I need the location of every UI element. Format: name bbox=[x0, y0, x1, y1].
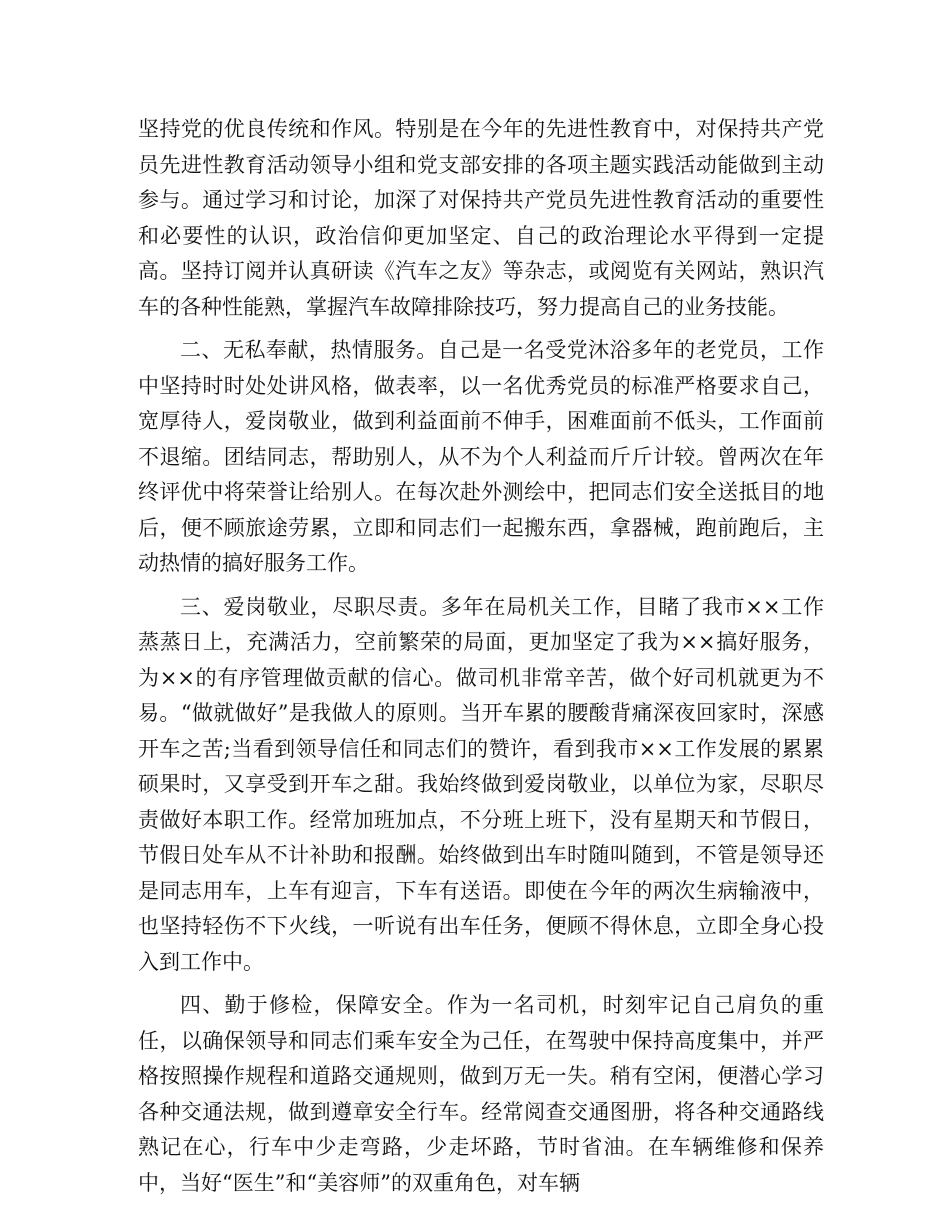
paragraph-dedication: 三、爱岗敬业，尽职尽责。多年在局机关工作，目睹了我市××工作蒸蒸日上，充满活力，空前繁荣的局面，更加坚定了我为××搞好服务，为××的有序管理做贡献的信心。做司机非常辛苦，做个好司机就更为不易。“做就做好”是我做人的原则。当开车累的腰酸背痛深夜回家时，深感开车之苦;当看到领导信任和同志们的赞许，看到我市××工作发展的累累硕果时，又享受到开车之甜。我始终做到爱岗敬业，以单位为家，尽职尽责做好本职工作。经常加班加点，不分班上班下，没有星期天和节假日，节假日处车从不计补助和报酬。始终做到出车时随叫随到，不管是领导还是同志用车，上车有迎言，下车有送语。即使在今年的两次生病输液中，也坚持轻伤不下火线，一听说有出车任务，便顾不得休息，立即全身心投入到工作中。 bbox=[138, 594, 824, 974]
document-body bbox=[138, 112, 824, 1209]
paragraph-selfless-service: 二、无私奉献，热情服务。自己是一名受党沐浴多年的老党员，工作中坚持时时处处讲风格，做表率，以一名优秀党员的标准严格要求自己，宽厚待人，爱岗敬业，做到利益面前不伸手，困难面前不低头，工作面前不退缩。团结同志，帮助别人，从不为个人利益而斤斤计较。曾两次在年终评优中将荣誉让给别人。在每次赴外测绘中，把同志们安全送抵目的地后，便不顾旅途劳累，立即和同志们一起搬东西，拿器械，跑前跑后，主动热情的搞好服务工作。 bbox=[138, 338, 824, 575]
paragraph-safety-maintenance: 四、勤于修检，保障安全。作为一名司机，时刻牢记自己肩负的重任，以确保领导和同志们乘车安全为己任，在驾驶中保持高度集中，并严格按照操作规程和道路交通规则，做到万无一失。稍有空闲，便潜心学习各种交通法规，做到遵章安全行车。经常阅查交通图册，将各种交通路线熟记在心，行车中少走弯路，少走坏路，节时省油。在车辆维修和保养中，当好“医生”和“美容师”的双重角色，对车辆 bbox=[138, 993, 824, 1195]
paragraph-party-tradition: 坚持党的优良传统和作风。特别是在今年的先进性教育中，对保持共产党员先进性教育活动领导小组和党支部安排的各项主题实践活动能做到主动参与。通过学习和讨论，加深了对保持共产党员先进性教育活动的重要性和必要性的认识，政治信仰更加坚定、自己的政治理论水平得到一定提高。坚持订阅并认真研读《汽车之友》等杂志，或阅览有关网站，熟识汽车的各种性能熟，掌握汽车故障排除技巧，努力提高自己的业务技能。 bbox=[138, 117, 824, 319]
